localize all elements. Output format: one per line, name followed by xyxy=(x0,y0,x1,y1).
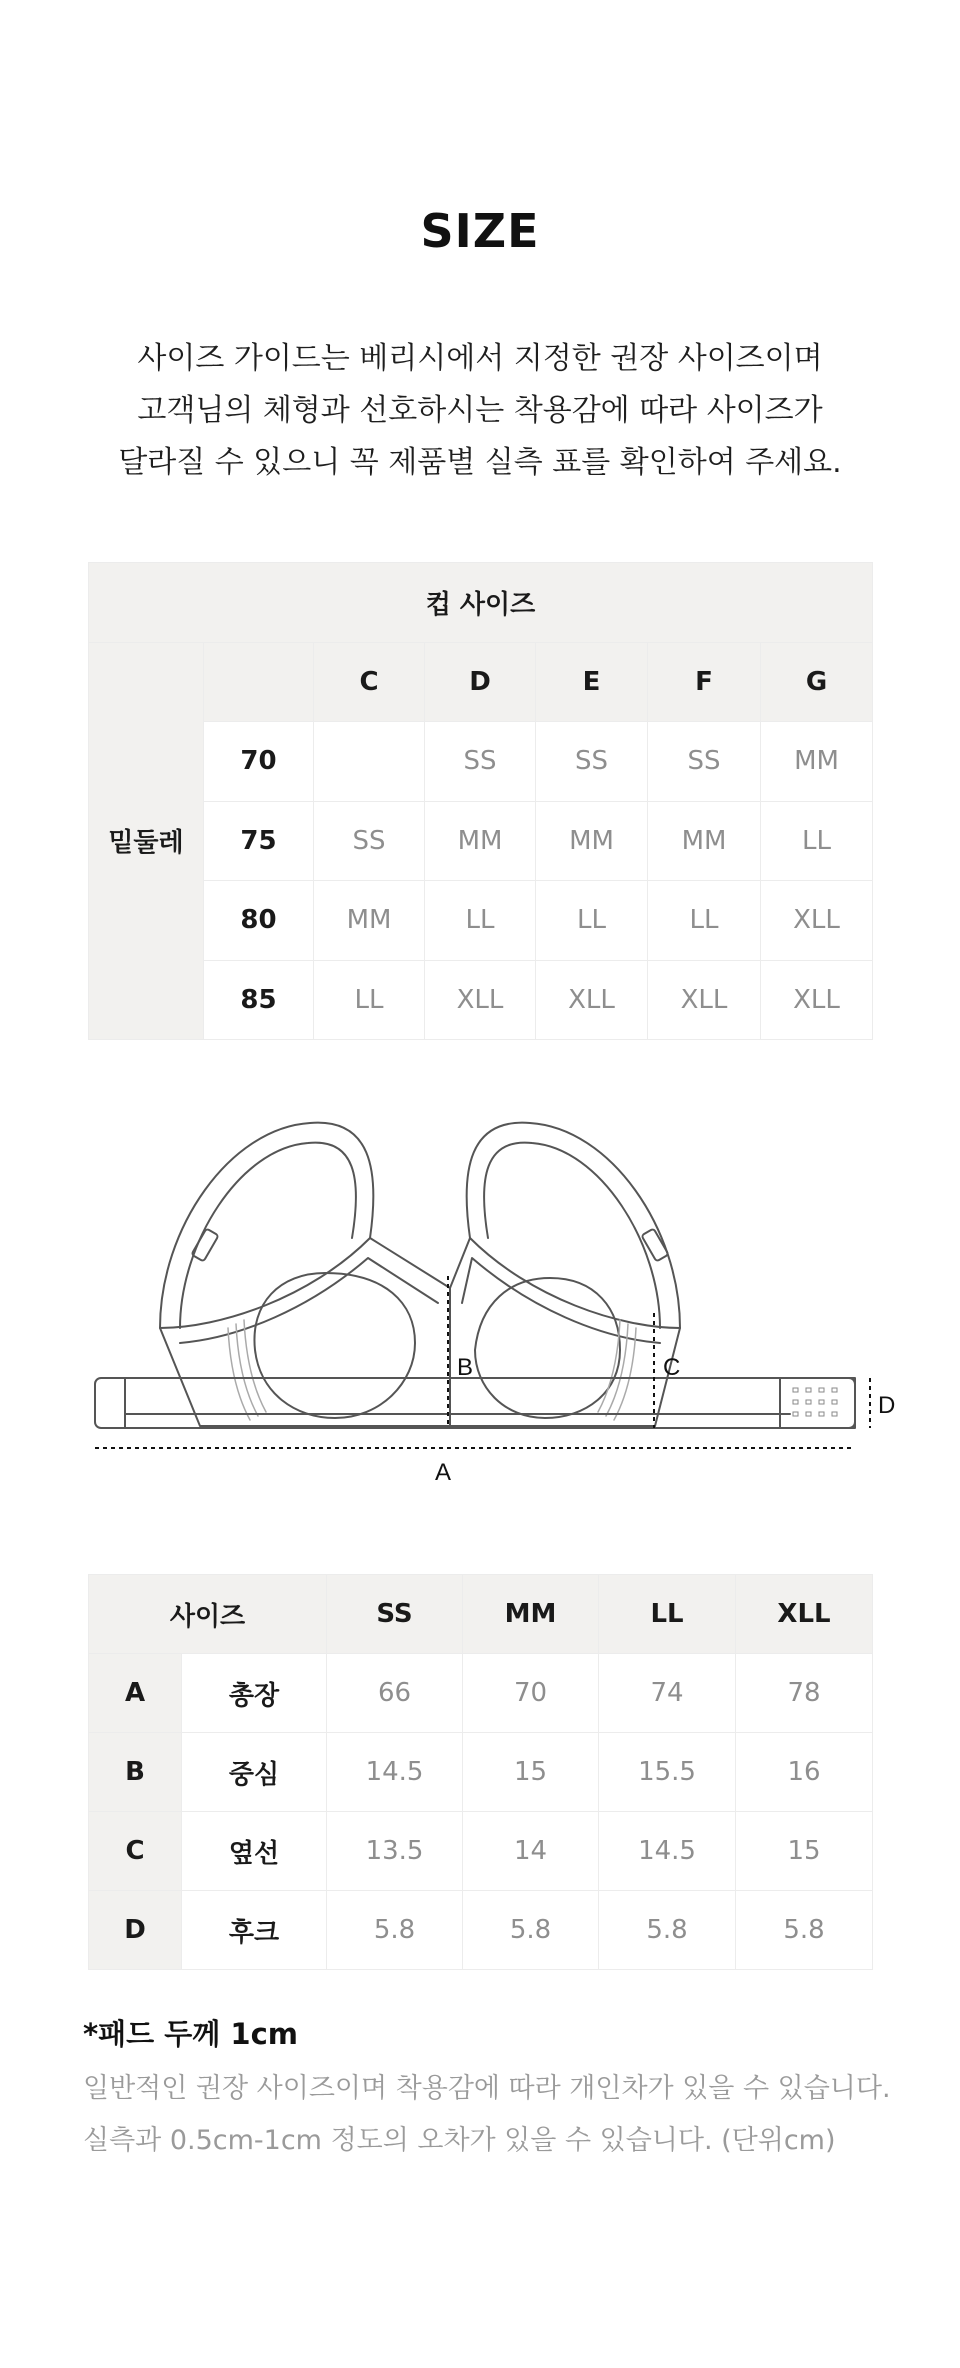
measure-cell: 14 xyxy=(463,1812,599,1891)
measure-cell: 15 xyxy=(463,1733,599,1812)
page-title: SIZE xyxy=(420,204,540,258)
corner-cell xyxy=(204,642,314,722)
cup-size-header: 컵 사이즈 xyxy=(89,563,873,643)
size-cell: LL xyxy=(425,881,536,961)
size-cell: LL xyxy=(536,881,648,961)
measure-letter: B xyxy=(89,1733,182,1812)
size-header: 사이즈 xyxy=(89,1575,327,1654)
measure-cell: 66 xyxy=(327,1654,463,1733)
band-value: 75 xyxy=(204,801,314,881)
measure-cell: 5.8 xyxy=(599,1891,736,1970)
cup-col-header: C xyxy=(314,642,425,722)
table-row xyxy=(89,1891,873,1970)
measure-letter: C xyxy=(89,1812,182,1891)
intro-text xyxy=(0,333,960,489)
pad-thickness-note: *패드 두께 1cm xyxy=(83,2017,299,2051)
measure-cell: 78 xyxy=(736,1654,873,1733)
size-col-header: XLL xyxy=(736,1575,873,1654)
intro-line: 사이즈 가이드는 베리시에서 지정한 권장 사이즈이며 xyxy=(137,341,823,376)
size-col-header: SS xyxy=(327,1575,463,1654)
cup-col-header: G xyxy=(761,642,873,722)
size-cell: LL xyxy=(648,881,761,961)
measure-cell: 74 xyxy=(599,1654,736,1733)
measure-name: 옆선 xyxy=(182,1812,327,1891)
right-pad xyxy=(475,1278,620,1418)
size-cell: XLL xyxy=(761,960,873,1040)
size-cell: LL xyxy=(314,960,425,1040)
size-cell: SS xyxy=(425,722,536,802)
measure-cell: 5.8 xyxy=(327,1891,463,1970)
size-col-header: MM xyxy=(463,1575,599,1654)
cup-col-header: F xyxy=(648,642,761,722)
table-row xyxy=(89,1733,873,1812)
size-cell: XLL xyxy=(648,960,761,1040)
table-row xyxy=(89,960,873,1040)
label-b: B xyxy=(457,1354,474,1381)
band-value: 80 xyxy=(204,881,314,961)
bra-measurement-diagram xyxy=(80,1088,900,1508)
measure-cell: 14.5 xyxy=(327,1733,463,1812)
size-cell: MM xyxy=(314,881,425,961)
measure-cell: 16 xyxy=(736,1733,873,1812)
table-row xyxy=(89,1812,873,1891)
measure-name: 중심 xyxy=(182,1733,327,1812)
size-cell: SS xyxy=(648,722,761,802)
table-row xyxy=(89,1654,873,1733)
table-row xyxy=(89,722,873,802)
band-value: 85 xyxy=(204,960,314,1040)
cup-size-table xyxy=(88,562,873,1040)
size-cell: MM xyxy=(761,722,873,802)
hook-area xyxy=(780,1378,855,1428)
size-cell: MM xyxy=(536,801,648,881)
measure-cell: 70 xyxy=(463,1654,599,1733)
size-cell: LL xyxy=(761,801,873,881)
measure-letter: D xyxy=(89,1891,182,1970)
size-cell xyxy=(314,722,425,802)
measure-cell: 5.8 xyxy=(736,1891,873,1970)
bra-band xyxy=(95,1378,855,1428)
band-label: 밑둘레 xyxy=(89,642,204,1040)
table-row xyxy=(89,801,873,881)
size-cell: MM xyxy=(425,801,536,881)
measure-name: 총장 xyxy=(182,1654,327,1733)
label-a: A xyxy=(435,1459,452,1486)
table-row xyxy=(89,881,873,961)
measure-cell: 15.5 xyxy=(599,1733,736,1812)
intro-line: 고객님의 체형과 선호하시는 착용감에 따라 사이즈가 xyxy=(137,393,823,428)
intro-line: 달라질 수 있으니 꼭 제품별 실측 표를 확인하여 주세요. xyxy=(118,445,842,480)
measure-cell: 5.8 xyxy=(463,1891,599,1970)
left-pad xyxy=(254,1273,415,1418)
measure-cell: 15 xyxy=(736,1812,873,1891)
left-cup xyxy=(160,1238,450,1426)
cup-col-header: E xyxy=(536,642,648,722)
measurement-table xyxy=(88,1574,873,1970)
label-d: D xyxy=(878,1392,896,1419)
size-cell: SS xyxy=(314,801,425,881)
measure-cell: 14.5 xyxy=(599,1812,736,1891)
measure-name: 후크 xyxy=(182,1891,327,1970)
note-line: 일반적인 권장 사이즈이며 착용감에 따라 개인차가 있을 수 있습니다. xyxy=(83,2073,891,2104)
size-cell: SS xyxy=(536,722,648,802)
size-cell: MM xyxy=(648,801,761,881)
cup-col-header: D xyxy=(425,642,536,722)
size-cell: XLL xyxy=(761,881,873,961)
right-cup xyxy=(450,1238,680,1426)
size-cell: XLL xyxy=(536,960,648,1040)
band-value: 70 xyxy=(204,722,314,802)
size-col-header: LL xyxy=(599,1575,736,1654)
note-line: 실측과 0.5cm-1cm 정도의 오차가 있을 수 있습니다. (단위cm) xyxy=(83,2125,836,2156)
measure-cell: 13.5 xyxy=(327,1812,463,1891)
size-cell: XLL xyxy=(425,960,536,1040)
left-strap xyxy=(160,1123,373,1328)
label-c: C xyxy=(663,1354,681,1381)
measure-letter: A xyxy=(89,1654,182,1733)
